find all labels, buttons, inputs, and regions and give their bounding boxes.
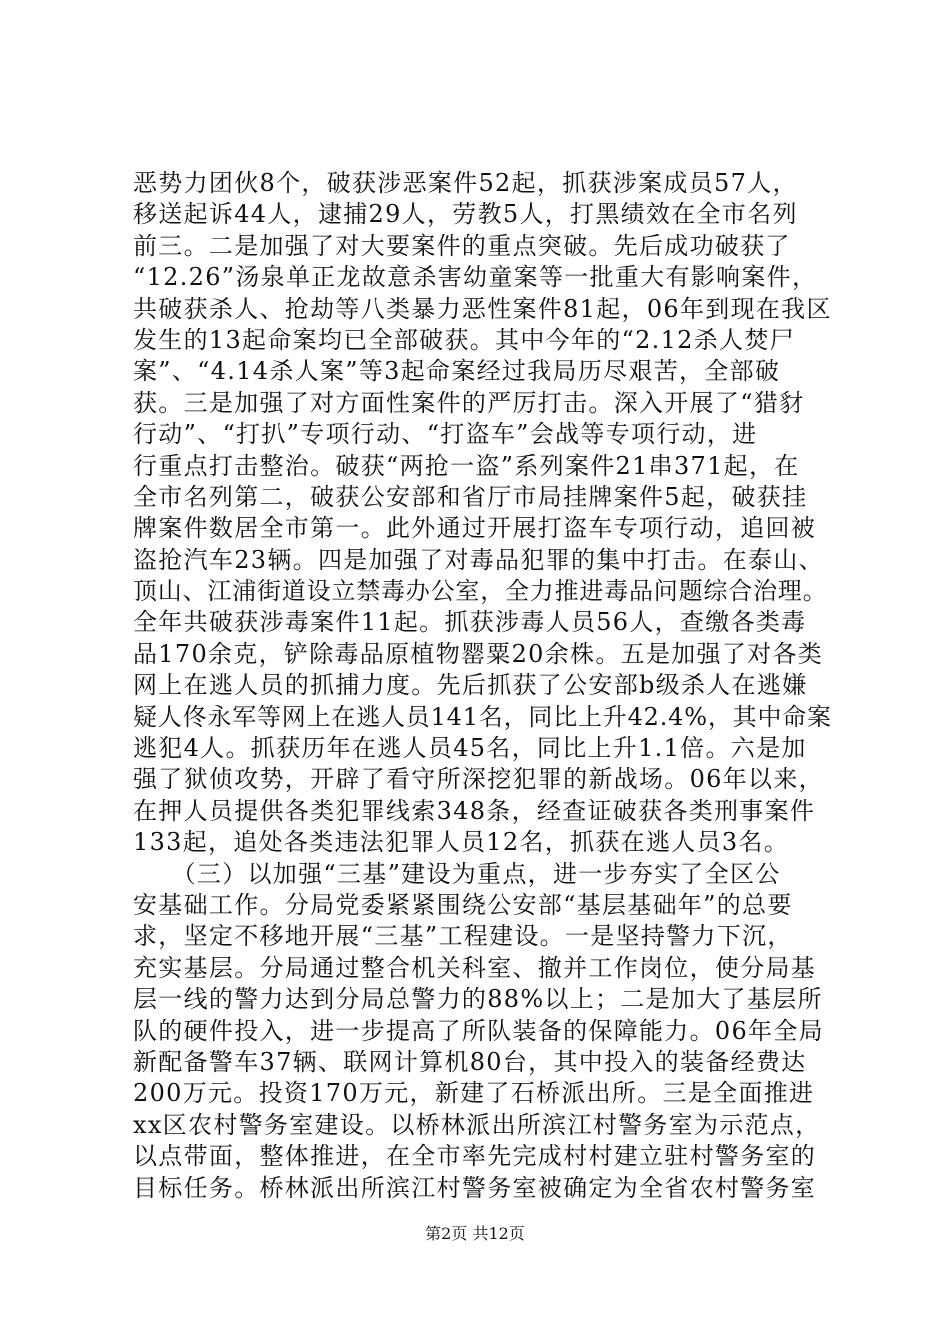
- page-footer: 第2页 共12页: [425, 1224, 525, 1243]
- text-line: 顶山、江浦街道设立禁毒办公室，全力推进毒品问题综合治理。: [133, 577, 828, 606]
- text-line: 充实基层。分局通过整合机关科室、撤并工作岗位，使分局基: [133, 953, 817, 982]
- text-line: 层一线的警力达到分局总警力的88%以上；二是加大了基层所: [133, 985, 823, 1014]
- text-line: 200万元。投资170万元，新建了石桥派出所。三是全面推进: [133, 1079, 815, 1108]
- text-line: 队的硬件投入，进一步提高了所队装备的保障能力。06年全局: [133, 1016, 824, 1045]
- text-line: 共破获杀人、抢劫等八类暴力恶性案件81起，06年到现在我区: [133, 294, 832, 323]
- text-line: 行动”、“打扒”专项行动、“打盗车”会战等专项行动，进: [133, 420, 758, 449]
- text-line: 发生的13起命案均已全部破获。其中今年的“2.12杀人焚尸: [133, 325, 795, 354]
- text-line: 逃犯4人。抓获历年在逃人员45名，同比上升1.1倍。六是加: [133, 734, 807, 763]
- text-line: 恶势力团伙8个，破获涉恶案件52起，抓获涉案成员57人，: [133, 169, 798, 197]
- text-line: 目标任务。桥林派出所滨江村警务室被确定为全省农村警务室: [133, 1173, 817, 1202]
- body-text: [133, 168, 833, 1204]
- text-line: 行重点打击整治。破获“两抢一盗”系列案件21串371起，在: [133, 451, 800, 480]
- text-line: “12.26”汤泉单正龙故意杀害幼童案等一批重大有影响案件，: [133, 263, 818, 292]
- text-line: 网上在逃人员的抓捕力度。先后抓获了公安部b级杀人在逃嫌: [133, 671, 808, 700]
- text-line: 盗抢汽车23辆。四是加强了对毒品犯罪的集中打击。在泰山、: [133, 545, 824, 574]
- text-line: 在押人员提供各类犯罪线索348条，经查证破获各类刑事案件: [133, 796, 816, 825]
- text-line: 案”、“4.14杀人案”等3起命案经过我局历尽艰苦，全部破: [133, 357, 781, 386]
- text-line: （三）以加强“三基”建设为重点，进一步夯实了全区公: [133, 859, 781, 888]
- text-line: 新配备警车37辆、联网计算机80台，其中投入的装备经费达: [133, 1047, 807, 1076]
- text-line: 疑人佟永军等网上在逃人员141名，同比上升42.4%，其中命案: [133, 702, 832, 731]
- text-line: xx区农村警务室建设。以桥林派出所滨江村警务室为示范点，: [133, 1110, 821, 1139]
- text-line: 以点带面，整体推进，在全市率先完成村村建立驻村警务室的: [133, 1142, 817, 1171]
- text-line: 前三。二是加强了对大要案件的重点突破。先后成功破获了: [133, 231, 791, 260]
- text-line: 133起，追处各类违法犯罪人员12名，抓获在逃人员3名。: [133, 828, 790, 857]
- text-line: 移送起诉44人，逮捕29人，劳教5人，打黑绩效在全市名列: [133, 200, 798, 229]
- text-line: 强了狱侦攻势，开辟了看守所深挖犯罪的新战场。06年以来，: [133, 765, 824, 794]
- text-line: 获。三是加强了对方面性案件的严厉打击。深入开展了“猎豺: [133, 388, 805, 417]
- text-line: 牌案件数居全市第一。此外通过开展打盗车专项行动，追回被: [133, 514, 817, 543]
- text-line: 安基础工作。分局党委紧紧围绕公安部“基层基础年”的总要: [133, 890, 793, 919]
- text-line: 品170余克，铲除毒品原植物罂粟20余株。五是加强了对各类: [133, 639, 824, 668]
- text-line: 全年共破获涉毒案件11起。抓获涉毒人员56人，查缴各类毒: [133, 608, 807, 637]
- text-line: 全市名列第二，破获公安部和省厅市局挂牌案件5起，破获挂: [133, 482, 808, 511]
- text-line: 求，坚定不移地开展“三基”工程建设。一是坚持警力下沉，: [133, 922, 793, 951]
